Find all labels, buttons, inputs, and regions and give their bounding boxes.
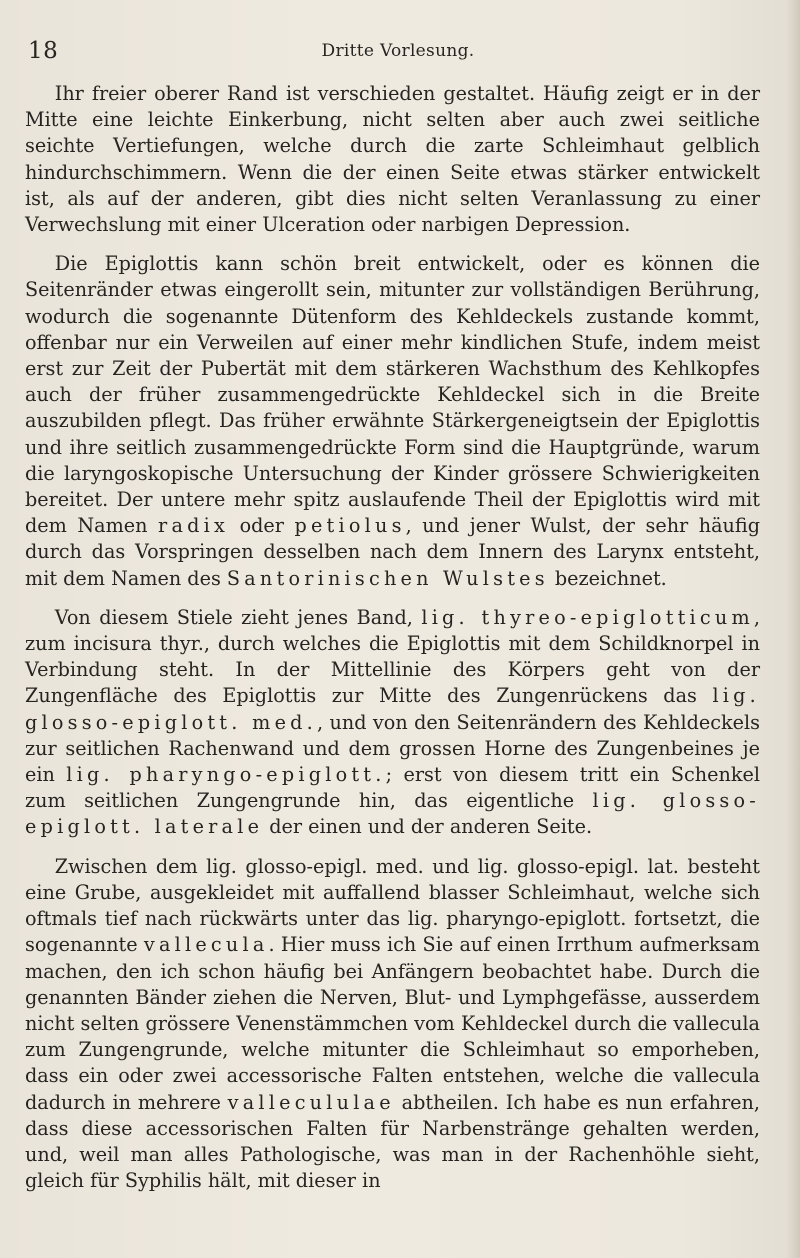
text-run: ; erst von diesem tritt ein Schenkel zum seitlichen Zungengrunde hin, das eigentliche <box>25 763 760 813</box>
spaced-term: vallecululae <box>227 1090 395 1114</box>
text-run: . Hier muss ich Sie auf einen Irrthum aufmerksam machen, den ich schon häufig bei Anfängern beobachtet habe. Durch die genannten Bänder ziehen die Nerven, Blut- und Lymphgefässe, ausserdem nicht selten grössere Venenstämmchen vom Kehldeckel durch die vallecula zum Zungengrunde, welche mitunter die Schleimhaut so emporheben, dass ein oder zwei accessorische Falten entstehen, welche die vallecula dadurch in mehrere <box>25 933 760 1114</box>
spaced-term: vallecula <box>143 933 269 957</box>
paragraph <box>25 605 760 841</box>
text-run: , und jener Wulst, der sehr häufig durch das Vorspringen desselben nach dem Innern des Larynx entsteht, mit dem Namen des <box>25 514 760 590</box>
spaced-term: lig. thyreo-epiglotticum <box>421 605 754 629</box>
text-run: Ihr freier oberer Rand ist verschieden gestaltet. Häufig zeigt er in der Mitte eine leichte Einkerbung, nicht selten aber auch zwei seitliche seichte Vertiefungen, welche durch die zarte Schleimhaut gelblich hindurchschimmern. Wenn die der einen Seite etwas stärker entwickelt ist, als auf der anderen, gibt dies nicht selten Veranlassung zu einer Verwechslung mit einer Ulceration oder narbigen Depression. <box>25 82 760 237</box>
spaced-term: lig. glosso-epiglott. laterale <box>25 789 760 839</box>
spaced-term: radix <box>158 514 230 538</box>
paragraph <box>25 81 760 238</box>
text-run: , zum incisura thyr., durch welches die Epiglottis mit dem Schildknorpel in Verbindung steht. In der Mittellinie des Körpers geht von der Zungenfläche des Epiglottis zur Mitte des Zungenrückens das <box>25 605 760 708</box>
text-run: Zwischen dem lig. glosso-epigl. med. und lig. glosso-epigl. lat. besteht eine Grube, ausgekleidet mit auffallend blasser Schleimhaut, welche sich oftmals tief nach rückwärts unter das lig. pharyngo-epiglott. fortsetzt, die sogenannte <box>25 854 760 957</box>
text-run: bezeichnet. <box>548 566 667 590</box>
page-edge-shadow <box>786 0 800 1258</box>
body-text <box>25 81 760 1194</box>
spaced-term: lig. pharyngo-epiglott. <box>66 763 386 787</box>
page-header <box>28 38 768 68</box>
running-head: Dritte Vorlesung. <box>321 41 475 61</box>
text-run: Die Epiglottis kann schön breit entwickelt, oder es können die Seitenränder etwas eingerollt sein, mitunter zur vollständigen Berührung, wodurch die sogenannte Dütenform des Kehldeckels zustande kommt, offenbar nur ein Verweilen auf einer mehr kindlichen Stufe, indem meist erst zur Zeit der Pubertät mit dem stärkeren Wachsthum des Kehlkopfes auch der früher zusammengedrückte Kehldeckel sich in die Breite auszubilden pflegt. Das früher erwähnte Stärkergeneigtsein der Epiglottis und ihre seitlich zusammengedrückte Form sind die Hauptgründe, warum die laryngoskopische Untersuchung der Kinder grössere Schwierigkeiten bereitet. Der untere mehr spitz auslaufende Theil der Epiglottis wird mit dem Namen <box>25 252 760 538</box>
text-run: der einen und der anderen Seite. <box>263 815 593 839</box>
paragraph <box>25 854 760 1195</box>
spaced-term: petiolus <box>294 514 406 538</box>
text-run: oder <box>229 514 295 538</box>
paragraph <box>25 251 760 592</box>
page-number: 18 <box>28 38 59 64</box>
text-run: Von diesem Stiele zieht jenes Band, <box>54 605 422 629</box>
text-run: , und von den Seitenrändern des Kehldeckels zur seitlichen Rachenwand und dem grossen Horne des Zungenbeines je ein <box>25 710 760 787</box>
spaced-term: lig. glosso-epiglott. med. <box>25 684 760 734</box>
text-run: abtheilen. Ich habe es nun erfahren, dass diese accessorischen Falten für Narbenstränge gehalten werden, und, weil man alles Pathologische, was man in der Rachenhöhle sieht, gleich für Syphilis hält, mit dieser in <box>25 1090 760 1193</box>
spaced-term: Santorinischen Wulstes <box>226 566 549 590</box>
